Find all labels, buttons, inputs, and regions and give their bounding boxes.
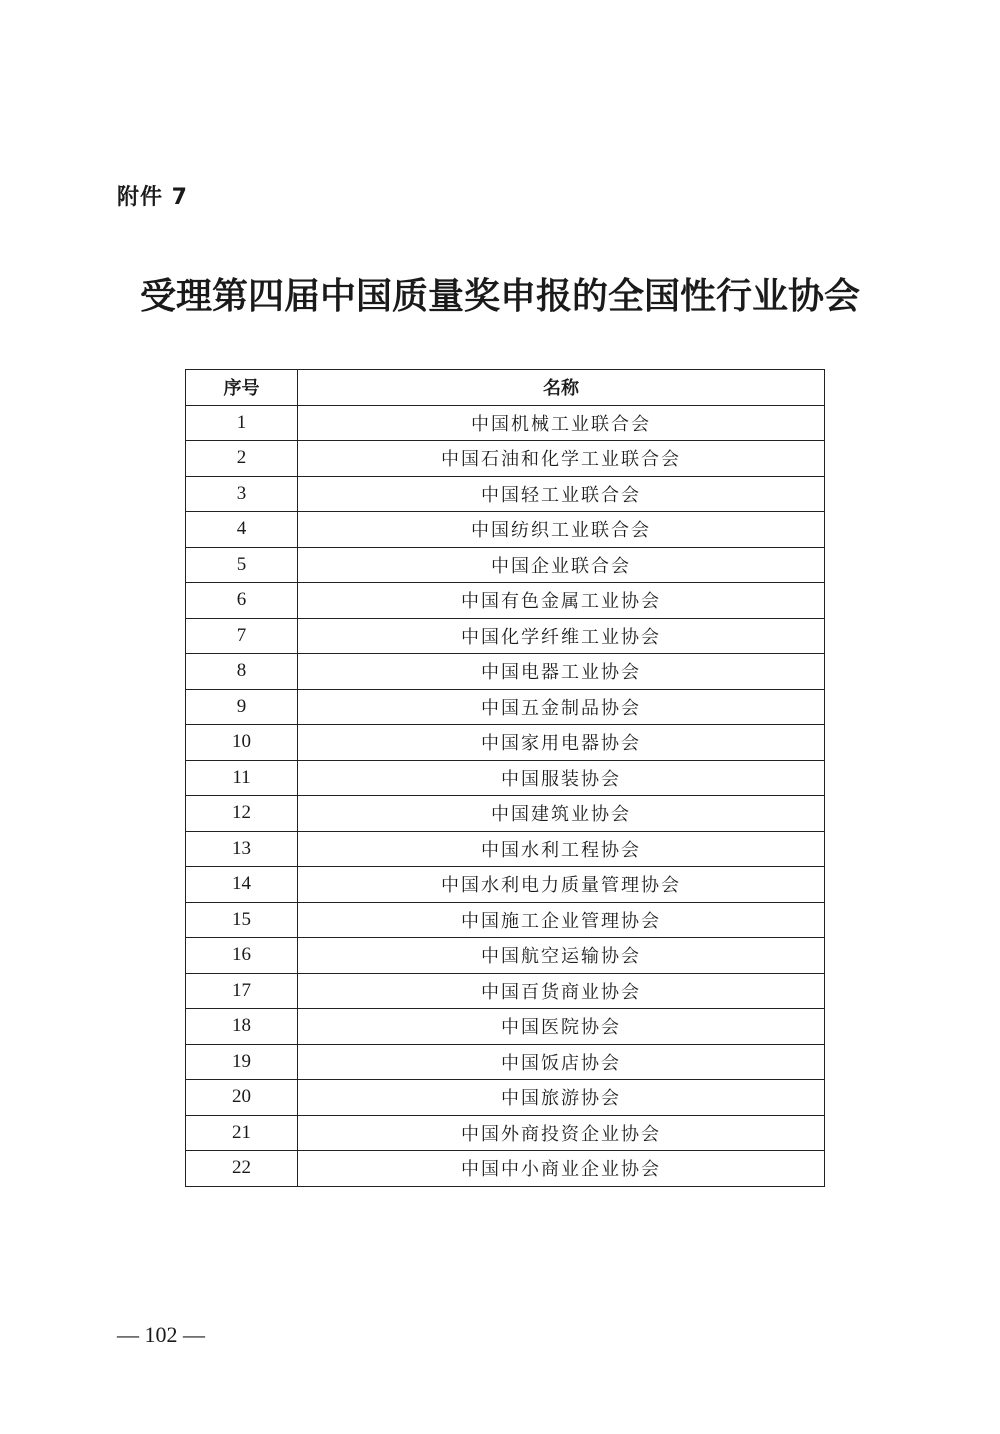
table-row [186,618,825,654]
row-name: 中国家用电器协会 [298,725,825,761]
row-name: 中国建筑业协会 [298,796,825,832]
row-number: 15 [186,902,298,938]
row-name: 中国旅游协会 [298,1080,825,1116]
table-row [186,583,825,619]
row-number: 1 [186,405,298,441]
table-row [186,973,825,1009]
column-header-name: 名称 [298,370,825,406]
row-name: 中国饭店协会 [298,1044,825,1080]
row-name: 中国纺织工业联合会 [298,512,825,548]
row-name: 中国企业联合会 [298,547,825,583]
table-row [186,725,825,761]
row-number: 21 [186,1115,298,1151]
row-number: 9 [186,689,298,725]
row-name: 中国百货商业协会 [298,973,825,1009]
table-row [186,902,825,938]
row-number: 4 [186,512,298,548]
row-number: 13 [186,831,298,867]
row-name: 中国医院协会 [298,1009,825,1045]
table-row [186,831,825,867]
row-name: 中国施工企业管理协会 [298,902,825,938]
attachment-label: 附件 7 [117,185,188,210]
row-number: 20 [186,1080,298,1116]
row-name: 中国水利电力质量管理协会 [298,867,825,903]
association-table [185,369,825,1187]
row-number: 22 [186,1151,298,1187]
table-row [186,441,825,477]
page-title: 受理第四届中国质量奖申报的全国性行业协会 [139,276,860,317]
table-row [186,867,825,903]
row-name: 中国中小商业企业协会 [298,1151,825,1187]
row-name: 中国电器工业协会 [298,654,825,690]
table-row [186,1080,825,1116]
table-row [186,1044,825,1080]
row-number: 10 [186,725,298,761]
table-header-row [186,370,825,406]
row-name: 中国轻工业联合会 [298,476,825,512]
row-name: 中国航空运输协会 [298,938,825,974]
table-row [186,1115,825,1151]
row-number: 18 [186,1009,298,1045]
table-row [186,405,825,441]
table-row [186,476,825,512]
table-row [186,1151,825,1187]
table-row [186,512,825,548]
table-row [186,1009,825,1045]
table-row [186,547,825,583]
row-number: 3 [186,476,298,512]
row-number: 5 [186,547,298,583]
row-number: 16 [186,938,298,974]
table-row [186,938,825,974]
table-row [186,689,825,725]
row-name: 中国有色金属工业协会 [298,583,825,619]
row-number: 8 [186,654,298,690]
table-row [186,760,825,796]
row-number: 17 [186,973,298,1009]
row-name: 中国机械工业联合会 [298,405,825,441]
row-number: 6 [186,583,298,619]
table-body [186,405,825,1186]
row-name: 中国化学纤维工业协会 [298,618,825,654]
row-name: 中国服装协会 [298,760,825,796]
row-number: 12 [186,796,298,832]
row-name: 中国五金制品协会 [298,689,825,725]
row-name: 中国石油和化学工业联合会 [298,441,825,477]
row-number: 19 [186,1044,298,1080]
row-number: 11 [186,760,298,796]
row-name: 中国外商投资企业协会 [298,1115,825,1151]
column-header-number: 序号 [186,370,298,406]
row-name: 中国水利工程协会 [298,831,825,867]
row-number: 14 [186,867,298,903]
page-number: — 102 — [117,1322,205,1347]
row-number: 2 [186,441,298,477]
table-row [186,654,825,690]
row-number: 7 [186,618,298,654]
table-row [186,796,825,832]
